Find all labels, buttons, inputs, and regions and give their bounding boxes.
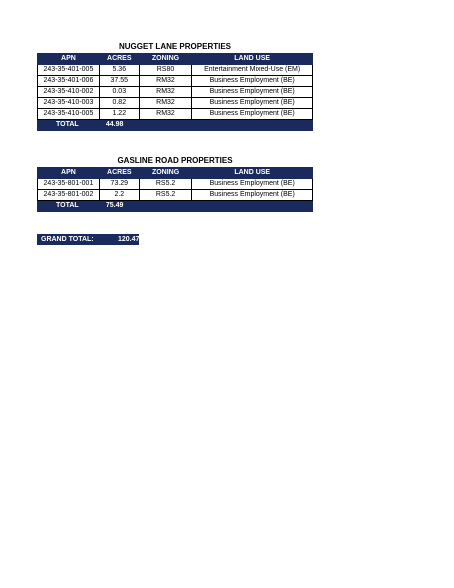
- table-row: [38, 179, 313, 190]
- column-header-apn: APN: [38, 168, 100, 179]
- land-use-cell: Business Employment (BE): [192, 76, 313, 87]
- apn-cell: 243-35-801-002: [38, 190, 100, 201]
- zoning-cell: RM32: [139, 76, 192, 87]
- acres-cell: 2.2: [99, 190, 139, 201]
- land-use-cell: Business Employment (BE): [192, 179, 313, 190]
- table-row: [38, 190, 313, 201]
- grand-total-label: GRAND TOTAL:: [41, 236, 94, 243]
- total-empty-cell: [192, 120, 313, 131]
- nugget-lane-table: [37, 53, 313, 131]
- table-row: [38, 65, 313, 76]
- column-header-land-use: LAND USE: [192, 54, 313, 65]
- acres-cell: 0.82: [99, 98, 139, 109]
- column-header-apn: APN: [38, 54, 100, 65]
- land-use-cell: Business Employment (BE): [192, 109, 313, 120]
- land-use-cell: Business Employment (BE): [192, 190, 313, 201]
- column-header-acres: ACRES: [99, 54, 139, 65]
- apn-cell: 243-35-401-005: [38, 65, 100, 76]
- column-header-land-use: LAND USE: [192, 168, 313, 179]
- total-empty-cell: [192, 201, 313, 212]
- column-header-zoning: ZONING: [139, 54, 192, 65]
- gasline-road-title: GASLINE ROAD PROPERTIES: [117, 156, 233, 165]
- column-header-acres: ACRES: [99, 168, 139, 179]
- table-row: [38, 109, 313, 120]
- total-acres: 44.98: [99, 120, 139, 131]
- total-row: [38, 201, 313, 212]
- apn-cell: 243-35-410-002: [38, 87, 100, 98]
- apn-cell: 243-35-410-003: [38, 98, 100, 109]
- table-header-row: [38, 54, 313, 65]
- total-row: [38, 120, 313, 131]
- total-empty-cell: [139, 201, 192, 212]
- zoning-cell: RS5.2: [139, 179, 192, 190]
- total-acres: 75.49: [99, 201, 139, 212]
- total-empty-cell: [139, 120, 192, 131]
- column-header-zoning: ZONING: [139, 168, 192, 179]
- apn-cell: 243-35-801-001: [38, 179, 100, 190]
- zoning-cell: RS80: [139, 65, 192, 76]
- acres-cell: 1.22: [99, 109, 139, 120]
- land-use-cell: Business Employment (BE): [192, 87, 313, 98]
- table-header-row: [38, 168, 313, 179]
- zoning-cell: RM32: [139, 87, 192, 98]
- zoning-cell: RM32: [139, 109, 192, 120]
- table-row: [38, 76, 313, 87]
- table-row: [38, 87, 313, 98]
- grand-total-bar: [37, 234, 139, 245]
- land-use-cell: Entertainment Mixed-Use (EM): [192, 65, 313, 76]
- gasline-road-table: [37, 167, 313, 212]
- acres-cell: 5.36: [99, 65, 139, 76]
- land-use-cell: Business Employment (BE): [192, 98, 313, 109]
- total-label: TOTAL: [38, 201, 100, 212]
- zoning-cell: RM32: [139, 98, 192, 109]
- table-row: [38, 98, 313, 109]
- acres-cell: 37.55: [99, 76, 139, 87]
- acres-cell: 73.29: [99, 179, 139, 190]
- apn-cell: 243-35-410-005: [38, 109, 100, 120]
- zoning-cell: RS5.2: [139, 190, 192, 201]
- total-label: TOTAL: [38, 120, 100, 131]
- grand-total-value: 120.47: [118, 236, 140, 243]
- acres-cell: 0.03: [99, 87, 139, 98]
- nugget-lane-title: NUGGET LANE PROPERTIES: [118, 42, 231, 51]
- apn-cell: 243-35-401-006: [38, 76, 100, 87]
